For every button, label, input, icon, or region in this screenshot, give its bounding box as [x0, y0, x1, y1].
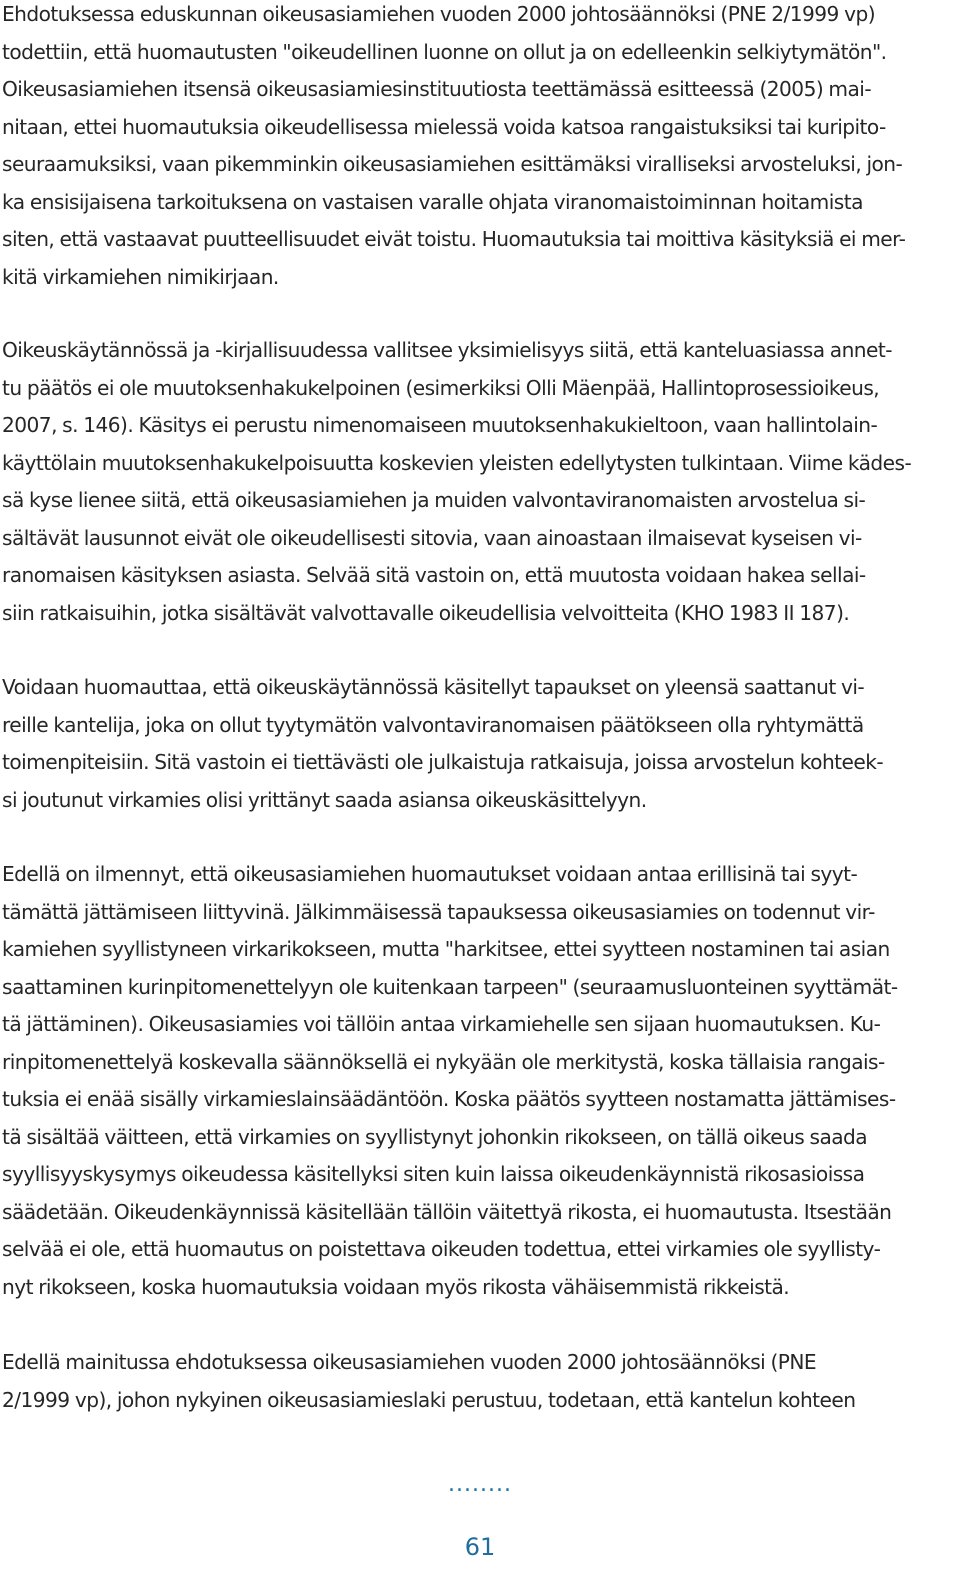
text-line: sä kyse lienee siitä, että oikeusasiamiehen ja muiden valvontaviranomaisten arvostelua si-: [2, 488, 866, 512]
paragraph-3: [2, 669, 958, 819]
text-line: todettiin, että huomautusten "oikeudellinen luonne on ollut ja on edelleenkin selkiytymätön".: [2, 39, 887, 64]
text-line: Edellä mainitussa ehdotuksessa oikeusasiamiehen vuoden 2000 johtosäännöksi (PNE: [2, 1350, 817, 1374]
text-line: 2/1999 vp), johon nykyinen oikeusasiamieslaki perustuu, todetaan, että kantelun kohteen: [2, 1387, 856, 1412]
text-line: kitä virkamiehen nimikirjaan.: [2, 264, 279, 289]
paragraph-2: [2, 332, 958, 632]
text-line: selvää ei ole, että huomautus on poistettava oikeuden todettua, ettei virkamies ole syyllisty-: [2, 1237, 881, 1261]
text-line: Edellä on ilmennyt, että oikeusasiamiehen huomautukset voidaan antaa erillisinä tai syyt-: [2, 862, 858, 886]
text-line: siin ratkaisuihin, jotka sisältävät valvottavalle oikeudellisia velvoitteita (KHO 1983 II 187).: [2, 600, 850, 625]
text-line: kamiehen syyllistyneen virkarikokseen, mutta "harkitsee, ettei syytteen nostaminen tai asian: [2, 937, 890, 961]
text-line: 2007, s. 146). Käsitys ei perustu nimenomaiseen muutoksenhakukieltoon, vaan hallintolain-: [2, 413, 878, 437]
text-line: saattaminen kurinpitomenettelyyn ole kuitenkaan tarpeen" (seuraamusluonteinen syyttämät-: [2, 974, 898, 999]
text-line: reille kantelija, joka on ollut tyytymätön valvontaviranomaisen päätökseen olla ryhtymättä: [2, 712, 864, 737]
text-line: tu päätös ei ole muutoksenhakukelpoinen (esimerkiksi Olli Mäenpää, Hallintoprosessioikeus,: [2, 375, 880, 400]
text-line: ka ensisijaisena tarkoituksena on vastaisen varalle ohjata viranomaistoiminnan hoitamista: [2, 189, 863, 214]
text-line: seuraamuksiksi, vaan pikemminkin oikeusasiamiehen esittämäksi viralliseksi arvosteluksi, jon-: [2, 152, 903, 176]
text-line: tämättä jättämiseen liittyvinä. Jälkimmäisessä tapauksessa oikeusasiamies on todennut vir-: [2, 899, 875, 924]
text-line: säädetään. Oikeudenkäynnissä käsitellään tällöin väitettyä rikosta, ei huomautusta. Itsestään: [2, 1199, 892, 1224]
text-line: Oikeuskäytännössä ja -kirjallisuudessa vallitsee yksimielisyys siitä, että kanteluasiassa annet-: [2, 338, 892, 362]
text-line: Oikeusasiamiehen itsensä oikeusasiamiesinstituutiosta teettämässä esitteessä (2005) mai-: [2, 77, 872, 101]
text-line: si joutunut virkamies olisi yrittänyt saada asiansa oikeuskäsittelyyn.: [2, 787, 647, 812]
text-line: rinpitomenettelyä koskevalla säännöksellä ei nykyään ole merkitystä, koska tällaisia rangais-: [2, 1049, 885, 1074]
paragraph-1: [2, 0, 958, 296]
footer-dots: ........: [448, 1472, 512, 1497]
paragraph-5: [2, 1344, 958, 1419]
page-number: 61: [464, 1533, 496, 1561]
text-line: käyttölain muutoksenhakukelpoisuutta koskevien yleisten edellytysten tulkintaan. Viime kädes-: [2, 450, 912, 475]
text-line: tuksia ei enää sisälly virkamieslainsäädäntöön. Koska päätös syytteen nostamatta jättämises-: [2, 1087, 896, 1111]
text-line: tä sisältää väitteen, että virkamies on syyllistynyt johonkin rikokseen, on tällä oikeus saada: [2, 1124, 868, 1149]
text-line: toimenpiteisiin. Sitä vastoin ei tiettävästi ole julkaistuja ratkaisuja, joissa arvostelun kohteek-: [2, 750, 884, 774]
text-line: nyt rikokseen, koska huomautuksia voidaan myös rikosta vähäisemmistä rikkeistä.: [2, 1274, 790, 1299]
text-line: Ehdotuksessa eduskunnan oikeusasiamiehen vuoden 2000 johtosäännöksi (PNE 2/1999 vp): [2, 2, 876, 26]
paragraph-4: [2, 856, 958, 1306]
text-line: Voidaan huomauttaa, että oikeuskäytännössä käsitellyt tapaukset on yleensä saattanut vi-: [2, 675, 865, 699]
text-line: sältävät lausunnot eivät ole oikeudellisesti sitovia, vaan ainoastaan ilmaisevat kyseisen vi-: [2, 525, 862, 550]
text-line: tä jättäminen). Oikeusasiamies voi tällöin antaa virkamiehelle sen sijaan huomautuksen. Ku-: [2, 1012, 881, 1036]
text-line: ranomaisen käsityksen asiasta. Selvää sitä vastoin on, että muutosta voidaan hakea sellai-: [2, 563, 866, 587]
text-line: nitaan, ettei huomautuksia oikeudellisessa mielessä voida katsoa rangaistuksiksi tai kuripito-: [2, 114, 886, 139]
text-line: syyllisyyskysymys oikeudessa käsitellyksi siten kuin laissa oikeudenkäynnistä rikosasioissa: [2, 1162, 865, 1186]
text-line: siten, että vastaavat puutteellisuudet eivät toistu. Huomautuksia tai moittiva käsityksiä ei mer-: [2, 227, 906, 251]
